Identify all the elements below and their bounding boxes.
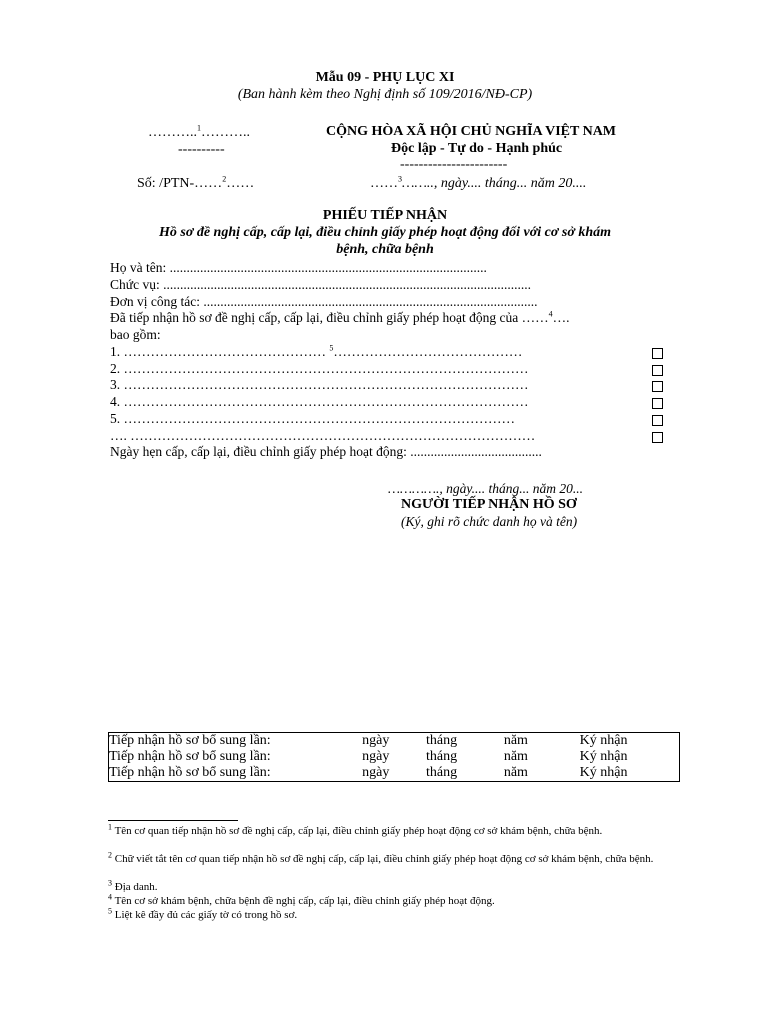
receipt-subtitle-line1: Hồ sơ đề nghị cấp, cấp lại, điều chỉnh giấy phép hoạt động đối với cơ sở khám bbox=[158, 225, 612, 240]
supplement-label: Tiếp nhận hồ sơ bổ sung lần: bbox=[109, 733, 271, 748]
supplement-year: năm bbox=[503, 733, 528, 748]
document-item-checkbox[interactable] bbox=[652, 415, 663, 426]
issued-by-decree: (Ban hành kèm theo Nghị định số 109/2016/NĐ-CP) bbox=[237, 87, 533, 102]
receipt-subtitle-line2: bệnh, chữa bệnh bbox=[336, 242, 434, 257]
supplement-month: tháng bbox=[426, 749, 458, 764]
footnote-divider bbox=[108, 820, 238, 821]
document-item: 3. ……………………………………………………………………………… bbox=[110, 377, 529, 392]
table-row bbox=[109, 733, 680, 750]
document-item-checkbox[interactable] bbox=[652, 398, 663, 409]
supplement-sign: Ký nhận bbox=[579, 733, 628, 748]
supplement-year: năm bbox=[503, 749, 528, 764]
received-statement: Đã tiếp nhận hồ sơ đề nghị cấp, cấp lại, điều chỉnh giấy phép hoạt động của ……$^4$…. bbox=[110, 309, 570, 325]
table-row bbox=[109, 749, 680, 765]
document-number: Số: /PTN-……$^2$…… bbox=[137, 174, 255, 191]
place-date: ……$^3$…….., ngày.... tháng... năm 20.... bbox=[370, 174, 587, 191]
footnote: $^3$ Địa danh. bbox=[108, 878, 158, 893]
receiver-title: NGƯỜI TIẾP NHẬN HỒ SƠ bbox=[401, 497, 577, 512]
document-item-checkbox[interactable] bbox=[652, 348, 663, 359]
supplement-sign: Ký nhận bbox=[579, 749, 628, 764]
supplement-year: năm bbox=[503, 765, 528, 780]
receipt-title: PHIẾU TIẾP NHẬN bbox=[322, 208, 448, 223]
supplement-day: ngày bbox=[362, 749, 390, 764]
agency-dashes: ---------- bbox=[178, 142, 225, 157]
supplement-month: tháng bbox=[426, 733, 458, 748]
appointment-date-field: Ngày hẹn cấp, cấp lại, điều chỉnh giấy phép hoạt động: ....................................... bbox=[110, 444, 542, 459]
form-title: Mẫu 09 - PHỤ LỤC XI bbox=[315, 70, 455, 85]
supplement-label: Tiếp nhận hồ sơ bổ sung lần: bbox=[109, 749, 271, 764]
agency-name-placeholder: ………..$^1$……….. bbox=[148, 123, 250, 140]
field-full-name: Họ và tên: .............................................................................................. bbox=[110, 260, 487, 275]
field-work-unit: Đơn vị công tác: ................................................................................................... bbox=[110, 294, 538, 309]
supplement-sign: Ký nhận bbox=[579, 765, 628, 780]
document-item: 2. ……………………………………………………………………………… bbox=[110, 361, 529, 376]
document-item: …. ……………………………………………………………………………… bbox=[110, 428, 536, 443]
supplement-label: Tiếp nhận hồ sơ bổ sung lần: bbox=[109, 765, 271, 780]
motto-dashes: ----------------------- bbox=[400, 157, 508, 172]
document-item: 5. …………………………………………………………………………… bbox=[110, 411, 515, 426]
footnote: $^5$ Liệt kê đầy đủ các giấy tờ có trong hồ sơ. bbox=[108, 906, 298, 921]
field-position: Chức vụ: ............................................................................................................. bbox=[110, 277, 531, 292]
document-item: 4. ……………………………………………………………………………… bbox=[110, 394, 529, 409]
national-motto: Độc lập - Tự do - Hạnh phúc bbox=[391, 141, 563, 156]
document-item-checkbox[interactable] bbox=[652, 381, 663, 392]
supplement-day: ngày bbox=[362, 765, 390, 780]
footnote: $^4$ Tên cơ sở khám bệnh, chữa bệnh đề nghị cấp, cấp lại, điều chỉnh giấy phép hoạt động. bbox=[108, 892, 495, 907]
footnote: $^2$ Chữ viết tắt tên cơ quan tiếp nhận hồ sơ đề nghị cấp, cấp lại, điều chỉnh giấy phép hoạt động cơ sở khám bệnh, chữa bệnh. bbox=[108, 850, 654, 865]
supplement-day: ngày bbox=[362, 733, 390, 748]
supplement-table bbox=[108, 732, 680, 782]
document-item-checkbox[interactable] bbox=[652, 432, 663, 443]
footnote: $^1$ Tên cơ quan tiếp nhận hồ sơ đề nghị cấp, cấp lại, điều chỉnh giấy phép hoạt động cơ sở khám bệnh, chữa bệnh. bbox=[108, 822, 603, 837]
signature-date: …………., ngày.... tháng... năm 20... bbox=[388, 481, 584, 496]
signature-note: (Ký, ghi rõ chức danh họ và tên) bbox=[401, 514, 578, 529]
supplement-month: tháng bbox=[426, 765, 458, 780]
country-name: CỘNG HÒA XÃ HỘI CHỦ NGHĨA VIỆT NAM bbox=[326, 124, 617, 139]
document-item-checkbox[interactable] bbox=[652, 365, 663, 376]
table-row bbox=[109, 765, 680, 782]
including-label: bao gồm: bbox=[110, 327, 161, 342]
document-item: 1. ……………………………………… $^5$…………………………………… bbox=[110, 343, 523, 359]
